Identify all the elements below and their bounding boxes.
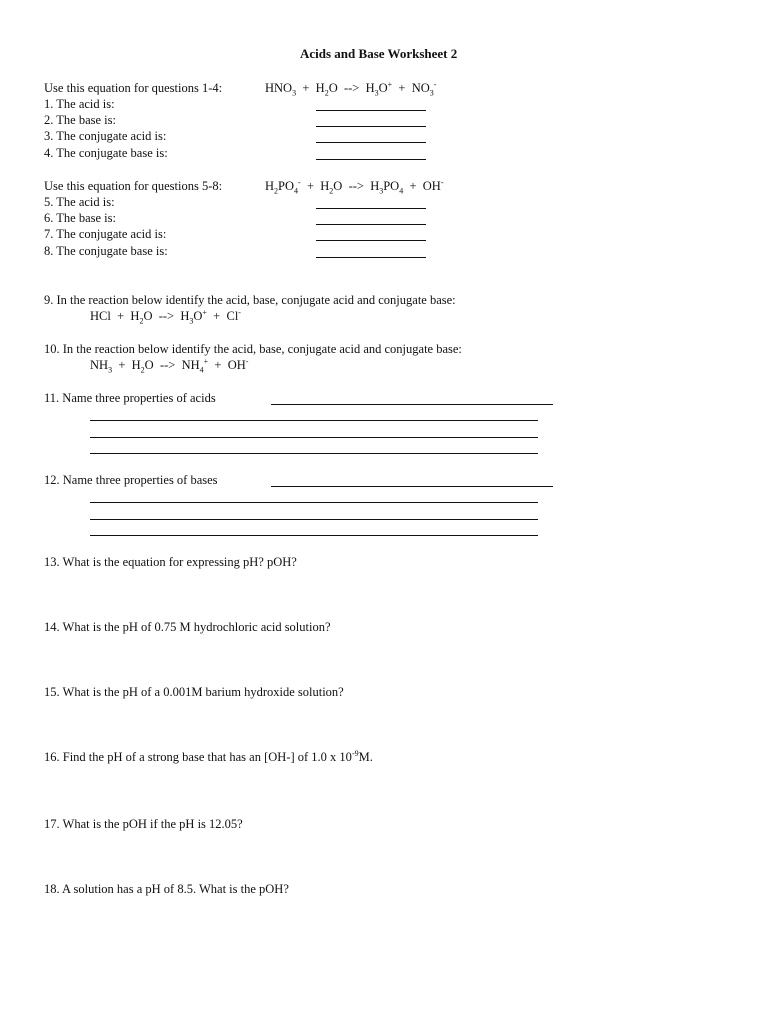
subscript: 2 [329, 186, 334, 196]
eq-product: H [180, 309, 190, 323]
subscript: 3 [108, 365, 113, 375]
answer-line-3[interactable] [316, 130, 426, 143]
subscript: 2 [274, 186, 279, 196]
eq-product: NH [181, 358, 200, 372]
subscript: 3 [189, 316, 194, 326]
answer-line-6[interactable] [316, 212, 426, 225]
question-11: 11. Name three properties of acids [44, 391, 216, 405]
question-15: 15. What is the pH of a 0.001M barium hydroxide solution? [44, 685, 344, 699]
eq-arrow: --> [158, 309, 175, 323]
subscript: 2 [324, 88, 329, 98]
question-6: 6. The base is: [44, 211, 116, 225]
superscript: - [245, 356, 249, 366]
question-1: 1. The acid is: [44, 97, 115, 111]
eq-reactant-end: O [144, 358, 154, 372]
section1-equation [265, 80, 436, 96]
eq-plus: + [117, 309, 125, 323]
eq-product-end: O [378, 81, 388, 95]
eq-reactant-end: O [333, 179, 343, 193]
eq-reactant: HNO [265, 81, 293, 95]
eq-reactant: HCl [90, 309, 111, 323]
eq-plus: + [118, 358, 126, 372]
eq-product: H [365, 81, 375, 95]
answer-line-2[interactable] [316, 114, 426, 127]
question-9-equation [90, 308, 241, 324]
question-10: 10. In the reaction below identify the acid, base, conjugate acid and conjugate base: [44, 342, 462, 356]
answer-line-12b[interactable] [90, 490, 538, 503]
eq-reactant: H [131, 358, 141, 372]
superscript: - [238, 307, 241, 317]
page-title: Acids and Base Worksheet 2 [300, 46, 458, 61]
answer-line-12c[interactable] [90, 507, 538, 520]
superscript: + [387, 79, 393, 89]
eq-plus: + [398, 81, 406, 95]
eq-product: H [370, 179, 380, 193]
question-17: 17. What is the pOH if the pH is 12.05? [44, 817, 243, 831]
eq-plus: + [306, 179, 314, 193]
eq-reactant-end: O [328, 81, 338, 95]
eq-reactant: H [320, 179, 330, 193]
section2-equation [265, 178, 444, 194]
eq-product: OH [227, 358, 246, 372]
eq-reactant: H [315, 81, 325, 95]
eq-reactant: NH [90, 358, 109, 372]
eq-product: Cl [226, 309, 239, 323]
subscript: 3 [379, 186, 384, 196]
answer-line-12d[interactable] [90, 523, 538, 536]
eq-plus: + [409, 179, 417, 193]
superscript: -9 [351, 748, 359, 758]
section1-intro: Use this equation for questions 1-4: [44, 81, 223, 95]
answer-line-11c[interactable] [90, 425, 538, 438]
answer-line-1[interactable] [316, 98, 426, 111]
subscript: 4 [294, 186, 299, 196]
subscript: 2 [140, 365, 145, 375]
eq-plus: + [214, 358, 222, 372]
eq-arrow: --> [159, 358, 176, 372]
eq-reactant-end: O [143, 309, 153, 323]
answer-line-12a[interactable] [271, 474, 553, 487]
subscript: 2 [139, 316, 144, 326]
question-9: 9. In the reaction below identify the acid, base, conjugate acid and conjugate base: [44, 293, 456, 307]
answer-line-11b[interactable] [90, 408, 538, 421]
eq-reactant-mid: PO [278, 179, 295, 193]
eq-product: NO [411, 81, 430, 95]
answer-line-11d[interactable] [90, 441, 538, 454]
question-3: 3. The conjugate acid is: [44, 129, 167, 143]
superscript: + [202, 307, 207, 317]
question-16-unit: M. [358, 750, 373, 764]
question-16 [44, 749, 373, 765]
answer-line-7[interactable] [316, 228, 426, 241]
answer-line-4[interactable] [316, 147, 426, 160]
eq-product-mid: PO [383, 179, 400, 193]
eq-plus: + [302, 81, 310, 95]
section2-intro: Use this equation for questions 5-8: [44, 179, 223, 193]
eq-reactant: H [130, 309, 140, 323]
question-7: 7. The conjugate acid is: [44, 227, 167, 241]
answer-line-11a[interactable] [271, 392, 553, 405]
superscript: - [433, 79, 437, 89]
eq-arrow: --> [343, 81, 360, 95]
eq-arrow: --> [348, 179, 364, 193]
answer-line-5[interactable] [316, 196, 426, 209]
question-13: 13. What is the equation for expressing pH? pOH? [44, 555, 297, 569]
subscript: 4 [199, 365, 204, 375]
question-2: 2. The base is: [44, 113, 116, 127]
eq-reactant: H [265, 179, 275, 193]
subscript: 4 [399, 186, 404, 196]
eq-product: OH [422, 179, 441, 193]
subscript: 3 [292, 88, 297, 98]
question-8: 8. The conjugate base is: [44, 244, 168, 258]
subscript: 3 [429, 88, 434, 98]
question-14: 14. What is the pH of 0.75 M hydrochloric acid solution? [44, 620, 331, 634]
superscript: + [203, 356, 209, 366]
question-18: 18. A solution has a pH of 8.5. What is the pOH? [44, 882, 289, 896]
subscript: 3 [374, 88, 379, 98]
question-5: 5. The acid is: [44, 195, 115, 209]
eq-plus: + [213, 309, 221, 323]
question-16-text: 16. Find the pH of a strong base that has an [OH-] of 1.0 x 10 [44, 750, 352, 764]
question-10-equation [90, 357, 248, 373]
answer-line-8[interactable] [316, 245, 426, 258]
superscript: - [440, 177, 444, 187]
question-12: 12. Name three properties of bases [44, 473, 218, 487]
question-4: 4. The conjugate base is: [44, 146, 168, 160]
superscript: - [298, 177, 301, 187]
eq-product-end: O [193, 309, 203, 323]
